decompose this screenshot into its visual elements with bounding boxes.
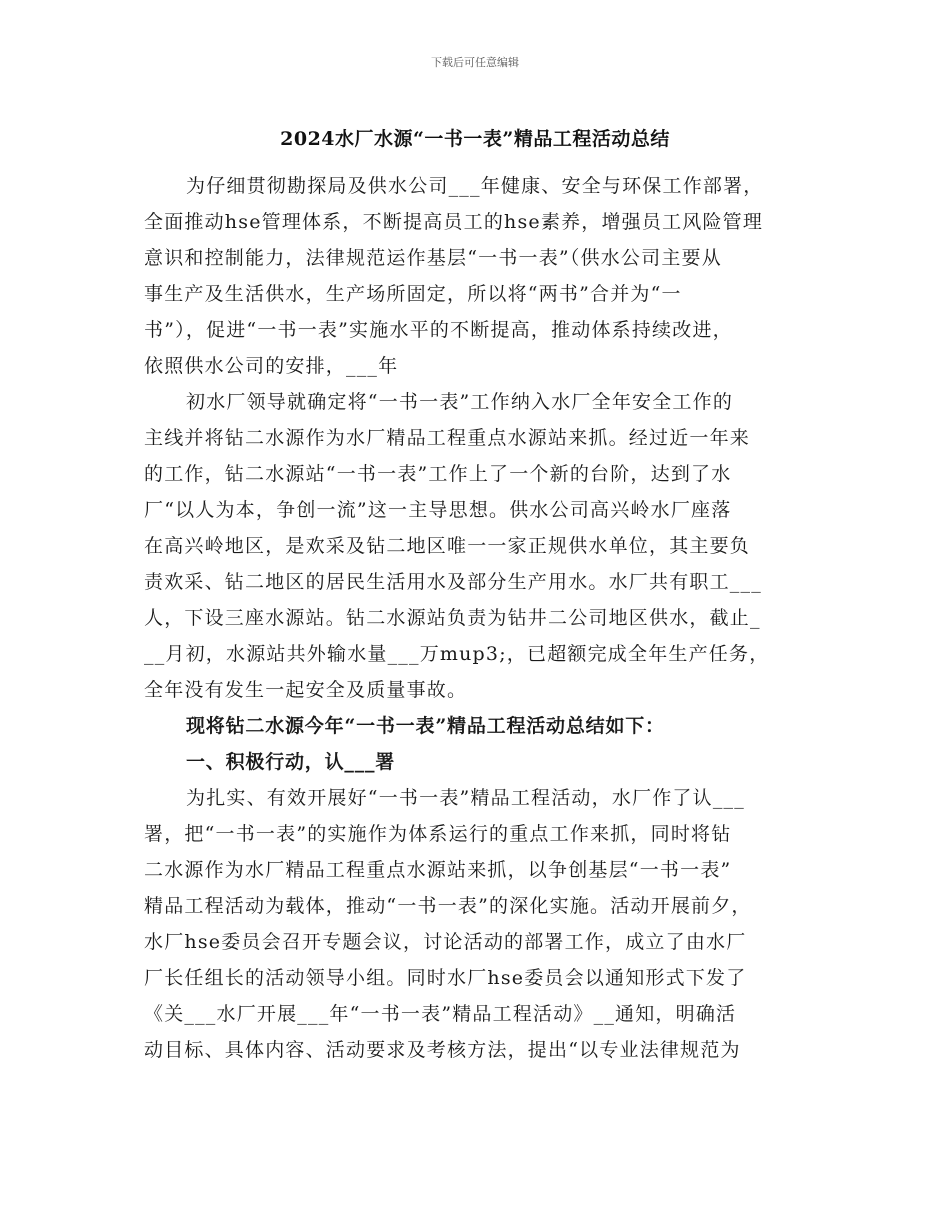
paragraph-line: 署，把“一书一表”的实施作为体系运行的重点工作来抓，同时将钻: [144, 823, 732, 845]
paragraph-line: 动目标、具体内容、活动要求及考核方法，提出“以专业法律规范为: [144, 1039, 741, 1061]
paragraph-line: 二水源作为水厂精品工程重点水源站来抓，以争创基层“一书一表”: [144, 859, 732, 881]
paragraph-line: 人，下设三座水源站。钻二水源站负责为钻井二公司地区供水，截止_: [144, 607, 761, 629]
document-title: 2024水厂水源“一书一表”精品工程活动总结: [280, 128, 670, 150]
paragraph-line: 《关___水厂开展___年“一书一表”精品工程活动》__通知，明确活: [144, 1003, 737, 1025]
paragraph-line: 全年没有发生一起安全及质量事故。: [144, 679, 468, 701]
paragraph-line: 初水厂领导就确定将“一书一表”工作纳入水厂全年安全工作的: [186, 391, 734, 413]
paragraph-line: 为扎实、有效开展好“一书一表”精品工程活动，水厂作了认___: [186, 787, 745, 809]
paragraph-line: 厂“以人为本，争创一流”这一主导思想。供水公司高兴岭水厂座落: [144, 499, 732, 521]
header-note: 下载后可任意编辑: [431, 56, 519, 69]
paragraph-line: 书”），促进“一书一表”实施水平的不断提高，推动体系持续改进，: [144, 319, 733, 341]
paragraph-line: 全面推动hse管理体系，不断提高员工的hse素养，增强员工风险管理: [144, 211, 764, 233]
paragraph-line: __月初，水源站共外输水量___万mup3;，已超额完成全年生产任务，: [144, 643, 770, 665]
paragraph-line: 在高兴岭地区，是欢采及钻二地区唯一一家正规供水单位，其主要负: [144, 535, 751, 557]
section-heading-line: 现将钻二水源今年“一书一表”精品工程活动总结如下：: [186, 715, 665, 737]
paragraph-line: 责欢采、钻二地区的居民生活用水及部分生产用水。水厂共有职工___: [144, 571, 762, 593]
paragraph-line: 厂长任组长的活动领导小组。同时水厂hse委员会以通知形式下发了: [144, 967, 747, 989]
paragraph-line: 依照供水公司的安排，___年: [144, 355, 399, 377]
paragraph-line: 精品工程活动为载体，推动“一书一表”的深化实施。活动开展前夕，: [144, 895, 752, 917]
paragraph-line: 主线并将钻二水源作为水厂精品工程重点水源站来抓。经过近一年来: [144, 427, 751, 449]
section-heading-line: 一、积极行动，认___署: [186, 751, 396, 773]
document-body: [144, 168, 824, 1068]
paragraph-line: 事生产及生活供水，生产场所固定，所以将“两书”合并为“一: [144, 283, 682, 305]
paragraph-line: 为仔细贯彻勘探局及供水公司___年健康、安全与环保工作部署，: [186, 175, 764, 197]
paragraph-line: 的工作，钻二水源站“一书一表”工作上了一个新的台阶，达到了水: [144, 463, 732, 485]
paragraph-line: 水厂hse委员会召开专题会议，讨论活动的部署工作，成立了由水厂: [144, 931, 747, 953]
paragraph-line: 意识和控制能力，法律规范运作基层“一书一表”（供水公司主要从: [144, 247, 722, 269]
